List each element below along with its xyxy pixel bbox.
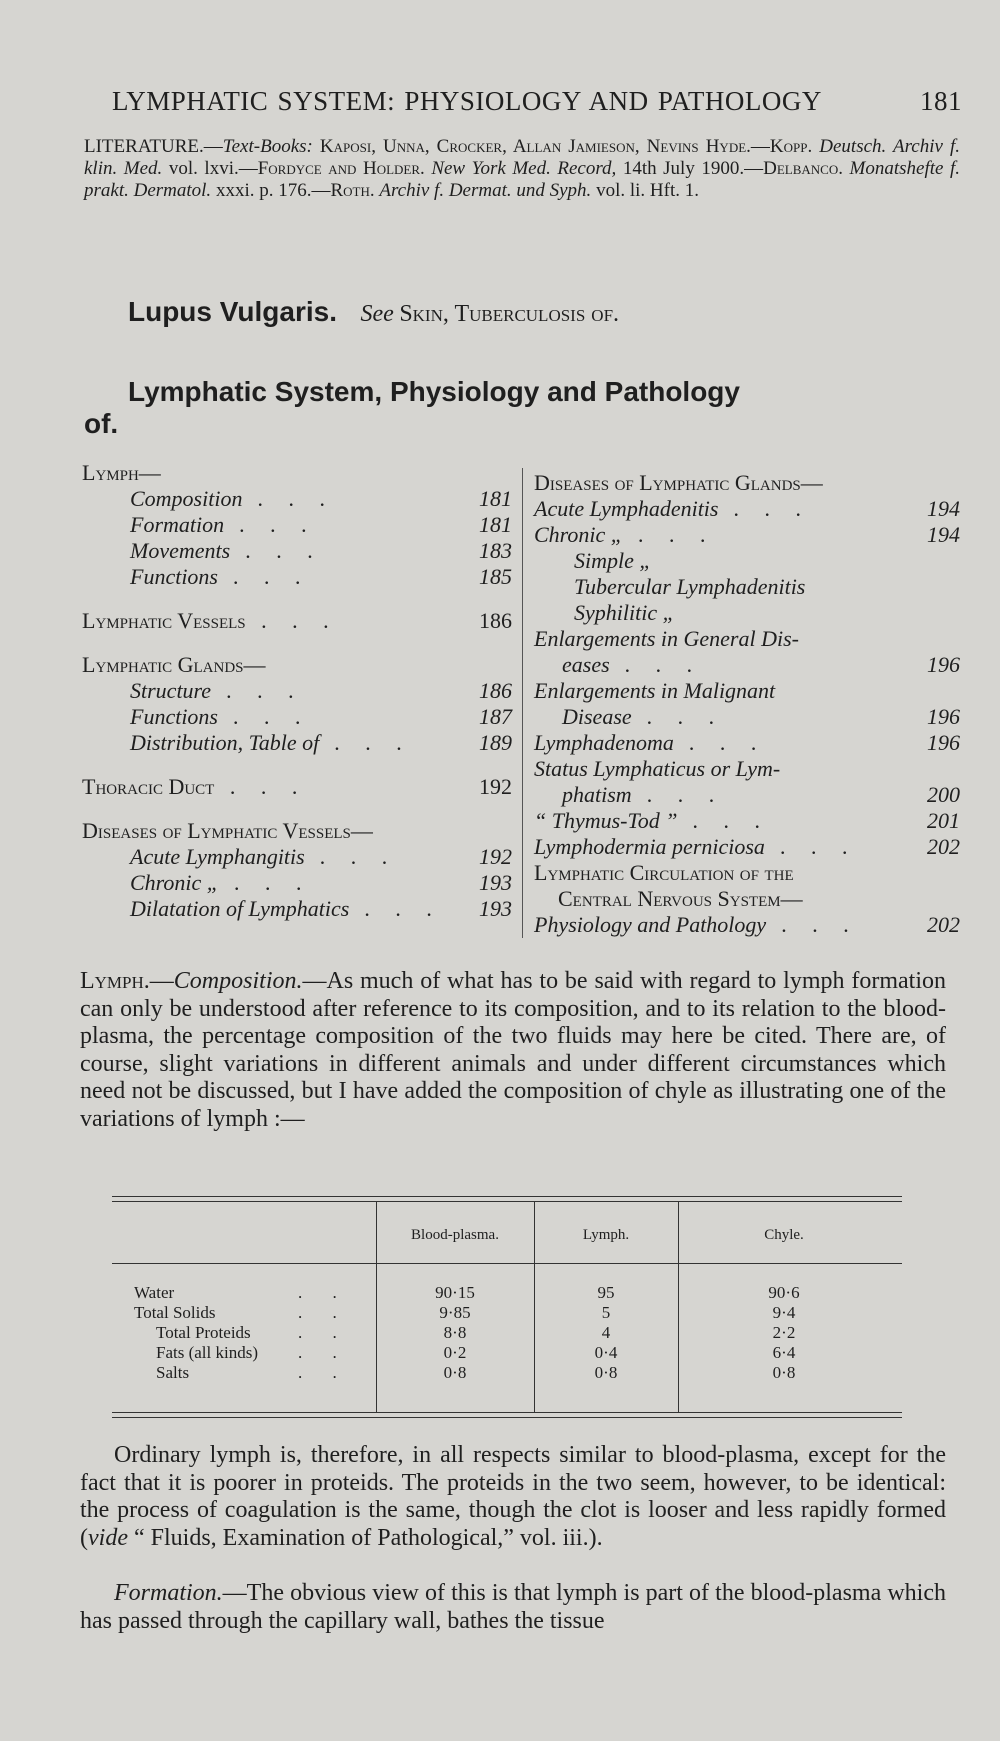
page-number: 181 [920, 86, 962, 116]
contents-label: Syphilitic „ [574, 600, 675, 625]
table-row-label: Salts [156, 1363, 190, 1382]
literature-journal: New York Med. Record, [431, 158, 617, 179]
contents-item [534, 626, 960, 652]
contents-label: “ Thymus-Tod ” [534, 808, 678, 833]
contents-label: Lymph— [82, 460, 161, 485]
contents-item [534, 782, 960, 808]
lupus-entry [128, 296, 619, 328]
table-cell: 8·8 [443, 1323, 467, 1342]
heading-line-1: Lymphatic System, Physiology and Pathology [128, 376, 740, 407]
contents-label: Enlargements in Malignant [534, 678, 776, 703]
table-cell: 9·4 [772, 1303, 796, 1322]
contents-item [534, 756, 960, 782]
contents-item [82, 538, 512, 564]
contents-page-number: 200 [927, 782, 960, 807]
literature-volume: vol. lxvi.— [168, 158, 258, 179]
contents-item [534, 912, 960, 938]
contents-page-number: 194 [927, 496, 960, 521]
leader-dots: . . . [211, 678, 305, 703]
contents-heading [82, 818, 512, 844]
paragraph-text: —As much of what has to be said with regard to lymph formation can only be understood after reference to its composition, and to its relation to the blood-plasma, the percentage composition of the two fluids may here be cited. There are, of course, slight variations in different animals and under different circumstances which need not be discussed, but I have added the composition of chyle as illustrating one of the variations of lymph :— [80, 968, 946, 1132]
paragraph-ordinary-lymph [80, 1442, 946, 1552]
contents-right-column [534, 470, 960, 938]
table-row [112, 1303, 902, 1323]
paragraph-text: —The obvious view of this is that lymph is part of the blood-plasma which has passed through the capillary wall, bathes the tissue [80, 1580, 946, 1634]
contents-label: Lymphodermia perniciosa [534, 834, 765, 859]
contents-label: Acute Lymphadenitis [534, 496, 719, 521]
contents-heading [534, 470, 960, 496]
literature-journal: Monatshefte f. prakt. Dermatol. [84, 158, 961, 201]
table-row [112, 1323, 902, 1343]
contents-page-number: 202 [927, 912, 960, 937]
contents-item [534, 496, 960, 522]
literature-author: Delbanco. [763, 158, 843, 179]
leader-dots: . . [298, 1343, 350, 1362]
contents-page-number: 196 [927, 652, 960, 677]
vide-label: vide [88, 1524, 128, 1551]
textbooks-label: Text-Books: [222, 136, 313, 157]
table-row-label: Fats (all kinds) [156, 1343, 258, 1362]
contents-heading [82, 774, 512, 800]
contents-label: Disease [562, 704, 632, 729]
table-row-label: Total Solids [134, 1303, 216, 1322]
contents-heading [534, 860, 960, 886]
contents-page-number: 186 [479, 678, 512, 703]
contents-page-number: 194 [927, 522, 960, 547]
contents-page-number: 186 [479, 608, 512, 633]
leader-dots: . . [298, 1323, 350, 1342]
literature-journal: Archiv f. Dermat. und Syph. [379, 180, 592, 201]
leader-dots: . . . [218, 704, 311, 729]
leader-dots: . . . [224, 512, 318, 537]
contents-item [82, 512, 512, 538]
contents-label: Diseases of Lymphatic Glands— [534, 470, 823, 495]
contents-item [82, 486, 512, 512]
table-column-header: Lymph. [582, 1227, 630, 1243]
contents-heading [82, 460, 512, 486]
table-cell: 5 [601, 1303, 611, 1322]
leader-dots: . . . [319, 730, 413, 755]
leader-dots: . . . [631, 704, 725, 729]
contents-label: phatism [562, 782, 632, 807]
leader-dots: . . [298, 1363, 350, 1382]
table-row [112, 1343, 902, 1363]
contents-page-number: 187 [479, 704, 512, 729]
contents-page-number: 189 [479, 730, 512, 755]
table-row [112, 1283, 902, 1303]
contents-label: Chronic „ [534, 522, 624, 547]
literature-journal: Deutsch. Archiv f. klin. Med. [84, 136, 960, 179]
contents-label: Functions [130, 704, 218, 729]
contents-label: Distribution, Table of [130, 730, 320, 755]
contents-item [82, 870, 512, 896]
contents-label: Acute Lymphangitis [130, 844, 305, 869]
contents-page-number: 196 [927, 730, 960, 755]
contents-page-number: 201 [927, 808, 960, 833]
contents-label: Functions [130, 564, 218, 589]
paragraph-text: Ordinary lymph is, therefore, in all respects similar to blood-plasma, except for the fact that it is poorer in proteids. The proteids in the two seem, however, to be identical: the process of coagulation is the same, though the clot is looser and less rapidly formed ( [80, 1442, 946, 1551]
contents-item [534, 834, 960, 860]
contents-item [534, 704, 960, 730]
contents-label: eases [562, 652, 610, 677]
contents-heading [534, 886, 960, 912]
paragraph-formation [80, 1580, 946, 1635]
leader-dots: . . . [677, 808, 771, 833]
contents-item [534, 548, 960, 574]
contents-item [82, 678, 512, 704]
table-cell: 90·6 [768, 1283, 800, 1302]
see-reference-label: See [360, 301, 394, 327]
leader-dots: . . . [304, 844, 398, 869]
contents-left-column [82, 460, 512, 922]
subsection-heading: Formation. [114, 1580, 223, 1606]
table-cell: 9·85 [439, 1303, 471, 1322]
contents-label: Lymphadenoma [534, 730, 674, 755]
contents-label: Structure [130, 678, 212, 703]
contents-label: Lymphatic Vessels [82, 608, 246, 633]
contents-item [82, 844, 512, 870]
contents-label: Lymphatic Circulation of the [534, 860, 794, 885]
contents-item [82, 730, 512, 756]
contents-page-number: 192 [479, 774, 512, 799]
contents-page-number: 181 [479, 486, 512, 511]
table-cell: 0·8 [594, 1363, 618, 1382]
cross-reference: Skin, Tuberculosis of. [399, 301, 620, 327]
table-cell: 0·2 [443, 1343, 467, 1362]
contents-label: Diseases of Lymphatic Vessels— [82, 818, 373, 843]
contents-page-number: 202 [927, 834, 960, 859]
leader-dots: . . . [766, 912, 860, 937]
table-cell: 4 [601, 1323, 611, 1342]
contents-label: Chronic „ [130, 870, 220, 895]
contents-page-number: 193 [479, 896, 512, 921]
literature-author: Roth. [330, 180, 375, 201]
contents-page-number: 181 [479, 512, 512, 537]
table-row-label: Total Proteids [156, 1323, 251, 1342]
contents-item [534, 522, 960, 548]
lupus-heading: Lupus Vulgaris. [128, 296, 337, 327]
contents-page-number: 192 [479, 844, 512, 869]
contents-page-number: 183 [479, 538, 512, 563]
contents-item [534, 652, 960, 678]
running-head-title: LYMPHATIC SYSTEM: PHYSIOLOGY AND PATHOLOGY [112, 86, 822, 116]
contents-heading [82, 608, 512, 634]
table-row-label: Water [134, 1283, 175, 1302]
literature-authors: Kaposi, Unna, Crocker, Allan Jamieson, Nevins Hyde.—Kopp. [319, 136, 813, 157]
paragraph-composition [80, 968, 946, 1133]
leader-dots: . . . [242, 486, 336, 511]
leader-dots: . . . [214, 774, 308, 799]
table-cell: 0·8 [772, 1363, 796, 1382]
table-rule [112, 1412, 902, 1413]
table-cell: 90·15 [435, 1283, 475, 1302]
contents-label: Status Lymphaticus or Lym- [534, 756, 781, 781]
contents-label: Simple „ [574, 548, 652, 573]
leader-dots: . . . [631, 782, 725, 807]
contents-label: Lymphatic Glands— [82, 652, 266, 677]
contents-item [534, 808, 960, 834]
contents-label: Physiology and Pathology [534, 912, 767, 937]
contents-label: Enlargements in General Dis- [534, 626, 799, 651]
leader-dots: . . . [609, 652, 703, 677]
literature-references [84, 136, 960, 202]
table-cell: 2·2 [772, 1323, 796, 1342]
contents-item [534, 730, 960, 756]
table-row [112, 1363, 902, 1383]
contents-label: Dilatation of Lymphatics [130, 896, 350, 921]
running-head [112, 86, 962, 117]
table-column-header: Chyle. [764, 1227, 804, 1243]
leader-dots: . . . [764, 834, 858, 859]
table-cell: 0·4 [594, 1343, 618, 1362]
literature-volume: vol. li. Hft. 1. [596, 180, 699, 201]
contents-divider [522, 468, 523, 938]
leader-dots: . . . [230, 538, 324, 563]
leader-dots: . . . [623, 522, 717, 547]
contents-item [534, 600, 960, 626]
contents-item [82, 896, 512, 922]
contents-item [534, 678, 960, 704]
heading-line-2: of. [84, 408, 119, 439]
leader-dots: . . . [218, 564, 311, 589]
leader-dots: . . [298, 1283, 350, 1302]
contents-page-number: 193 [479, 870, 512, 895]
contents-label: Tubercular Lymphadenitis [574, 574, 806, 599]
literature-lead: LITERATURE.— [84, 136, 223, 157]
leader-dots: . . . [718, 496, 812, 521]
literature-volume: xxxi. p. 176.— [215, 180, 331, 201]
leader-dots: . . [298, 1303, 350, 1322]
contents-page-number: 196 [927, 704, 960, 729]
contents-label: Central Nervous System— [558, 886, 803, 911]
leader-dots: . . . [673, 730, 767, 755]
table-header-rule [112, 1263, 902, 1264]
contents-item [82, 704, 512, 730]
contents-item [534, 574, 960, 600]
leader-dots: . . . [245, 608, 339, 633]
contents-label: Composition [130, 486, 243, 511]
table-column-header: Blood-plasma. [411, 1227, 499, 1243]
composition-table [112, 1196, 902, 1418]
section-lead: Lymph.— [80, 968, 174, 994]
contents-label: Movements [130, 538, 231, 563]
literature-date: 14th July 1900.— [622, 158, 764, 179]
leader-dots: . . . [349, 896, 443, 921]
subsection-heading: Composition. [173, 968, 303, 994]
paragraph-text: “ Fluids, Examination of Pathological,” vol. iii.). [127, 1524, 603, 1551]
contents-page-number: 185 [479, 564, 512, 589]
contents-label: Thoracic Duct [82, 774, 215, 799]
contents-label: Formation [130, 512, 225, 537]
table-cell: 95 [597, 1283, 615, 1302]
literature-authors: Fordyce and Holder. [257, 158, 425, 179]
contents-heading [82, 652, 512, 678]
table-cell: 6·4 [772, 1343, 796, 1362]
table-cell: 0·8 [443, 1363, 467, 1382]
lymphatic-entry-heading [84, 376, 960, 440]
table-rule [112, 1201, 902, 1202]
contents-item [82, 564, 512, 590]
leader-dots: . . . [219, 870, 313, 895]
